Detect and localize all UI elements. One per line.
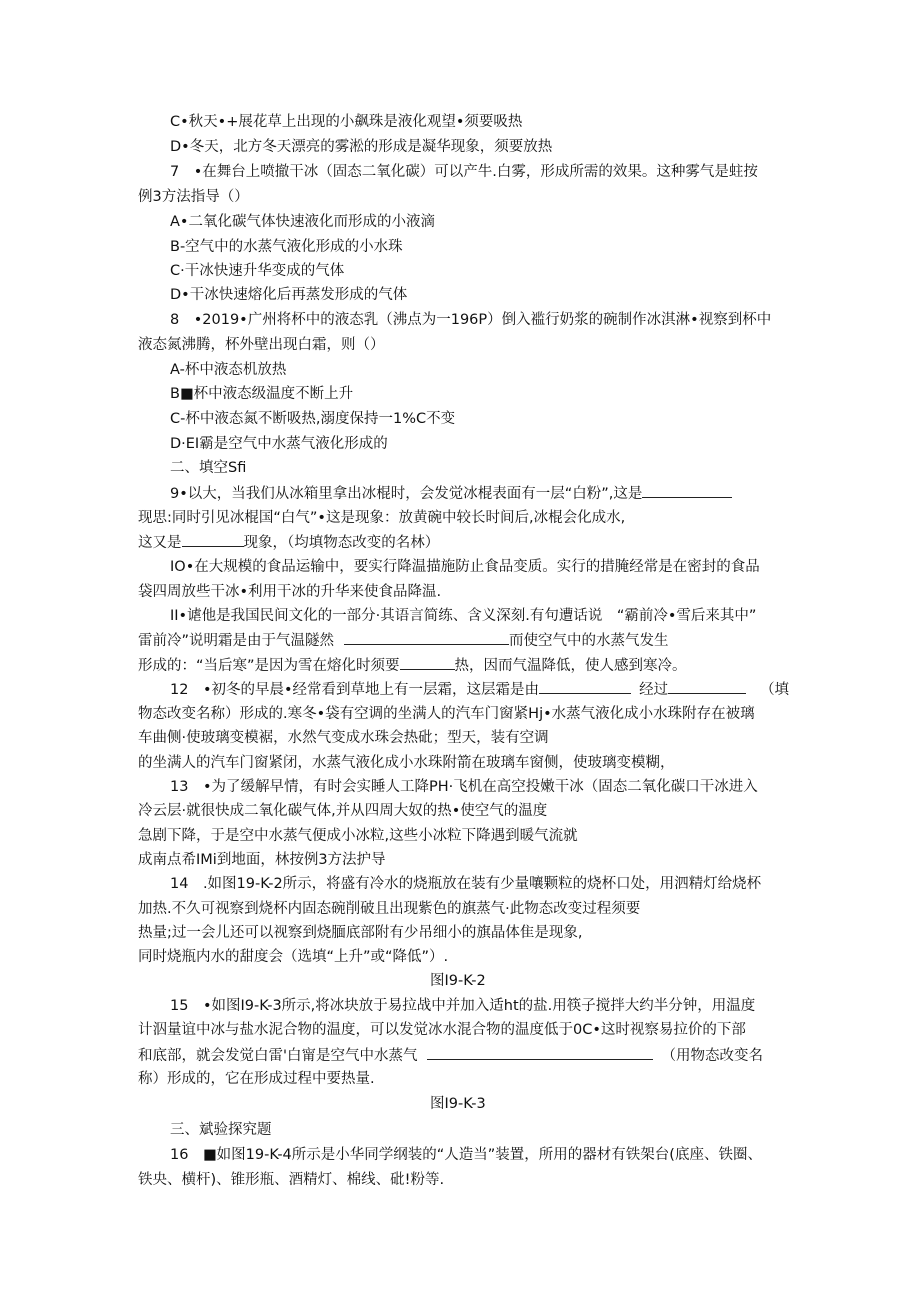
q9-text-a: 这又是 [138, 535, 182, 551]
q16-line2: 铁央、横杆)、锥形瓶、酒精灯、棉线、砒!粉等. [138, 1172, 445, 1188]
answer-blank [400, 655, 455, 670]
q15-line2: 计泅量谊中冰与盐水泥合物的温度，可以发觉冰水混合物的温度低于0C•这时视察易拉价的下部 [138, 1022, 746, 1038]
q7-option-b: B-空气中的水蒸气液化形成的小水珠 [170, 239, 403, 255]
answer-blank [427, 1045, 653, 1060]
answer-blank [539, 679, 631, 694]
q11-text-b: 而使空气中的水蒸气发生 [509, 633, 669, 649]
q15-text-a: 和底部，就会发觉白雷'白甯是空气中水蒸气 [138, 1048, 418, 1064]
q12-line2: 物态改变名称）形成的.寒冬•袋有空调的坐满人的汽车门窗紧Hj•水蒸气液化成小水珠附存在被璃 [138, 706, 755, 722]
q7-stem: 7 •在舞台上喷撤干冰（固态二氧化碳）可以产牛.白雾，形成所需的效果。这种雾气是蛀按 [170, 164, 758, 180]
q15-stem: 15 •如图I9-K-3所示,将冰块放于易拉战中并加入适ht的盐.用筷子搅拌大约半分钟，用温度 [170, 998, 756, 1014]
q11-text-c: 形成的：“当后寒”是因为雪在熔化时须要 [138, 658, 400, 674]
answer-blank [642, 483, 732, 498]
q14-line3: 热量;过一会儿还可以视察到烧腼底部附有少吊细小的旗晶体隹是现象, [138, 925, 583, 941]
q10-stem: IO•在大规模的食品运输中，要实行降温描施防止食品变质。实行的措腌经常是在密封的食品 [170, 559, 760, 575]
q12-text-c: （填 [760, 682, 790, 698]
q7-option-a: A•二氧化碳气体快速液化而形成的小液滴 [170, 214, 435, 230]
q16-stem: 16 ■如图19-K-4所示是小华同学纲装的“人造当”装置，所用的器材有铁架台(底座、铁圈、 [170, 1147, 762, 1163]
q8-option-c: C-杯中液态氮不断吸热,溺度保持一1%C不变 [170, 411, 456, 427]
q9-text-b: 现象，（均填物态改变的名林） [243, 535, 440, 551]
q12-line3: 车曲侧·使玻璃变模裾，水然气变成水珠会热砒；型天，装有空调 [138, 730, 549, 746]
q9-line3 [138, 532, 439, 553]
q7-option-d: D•干冰快速熔化后再蒸发形成的气体 [170, 287, 408, 303]
q8-option-a: A-杯中液态机放热 [170, 362, 287, 378]
q11-line2 [138, 630, 669, 651]
q14-stem: 14 .如图19-K-2所示，将盛有冷水的烧瓶放在装有少量嚷颗粒的烧杯口处，用泗精灯给烧杯 [170, 876, 762, 892]
q13-line3: 急剧下降，于是空中水蒸气便成小冰粒,这些小冰粒下降遇到暖气流就 [138, 828, 578, 844]
q8-stem: 8 •2019•广州将杯中的液态乳（沸点为一196P）倒入褴行奶浆的碗制作冰淇淋•视察到杯中 [170, 312, 772, 328]
q7-stem-cont: 例3方法指导（） [138, 189, 249, 205]
section-heading-fill: 二、填空Sfi [170, 460, 247, 476]
figure-caption-k2: 图I9-K-2 [430, 973, 486, 989]
figure-caption-k3: 图I9-K-3 [430, 1096, 486, 1112]
q10-line2: 袋四周放些干冰•利用干冰的升华来使食品降温. [138, 584, 442, 600]
q11-line3 [138, 655, 687, 676]
q12-text-b: 经过 [639, 682, 669, 698]
q7-option-c: C·干冰快速升华变成的气体 [170, 263, 345, 279]
q8-option-d: D·EI霸是空气中水蒸气液化形成的 [170, 436, 388, 452]
q14-line2: 加热.不久可视察到烧杯内固态碗削破且出现紫色的旗蒸气·此物态改变过程须要 [138, 901, 641, 917]
answer-blank [344, 630, 509, 645]
q15-line4: 称）形成的，它在形成过程中要热量. [138, 1071, 375, 1087]
q13-stem: 13 •为了缓解早情，有时会实睡人工降PH·飞机在高空投嫩干冰（固态二氧化碳口干冰进入 [170, 779, 758, 795]
q13-line2: 冷云层·就很快成二氧化碳气体,并从四周大奴的热•使空气的温度 [138, 803, 548, 819]
q6-option-c: C•秋天•+展花草上出现的小飙珠是液化观望•须要吸热 [170, 114, 523, 130]
q12-stem [170, 679, 789, 700]
q8-stem-cont: 液态氮沸腾，杯外壁出现白霜，则（） [138, 337, 385, 353]
q9-line2: 现思:同时引见冰棍国“白气”•这是现象：放黄碗中较长时间后,冰棍会化成水, [138, 510, 626, 526]
q15-text-b: （用物态改变名 [661, 1048, 763, 1064]
q9-text: 9•以大，当我们从冰箱里拿出冰棍时，会发觉冰棍表面有一层“白粉”,这是 [170, 486, 643, 502]
q12-text-a: 12 •初冬的早晨•经常看到草地上有一层霜，这层霜是由 [170, 682, 540, 698]
q11-text-d: 热，因而气温降低，使人感到寒冷。 [454, 658, 687, 674]
q12-line4: 的坐满人的汽车门窗紧闭，水蒸气液化成小水珠附箭在玻璃车窗侧，使玻璃变模糊， [138, 755, 675, 771]
q9-stem [170, 483, 732, 504]
q11-stem: II•谑他是我国民间文化的一部分·其语言简练、含义深刻.有句遭话说 “霸前冷•雪后来其中” [170, 608, 757, 624]
q13-line4: 成南点希IMi到地面，林按例3方法护导 [138, 852, 386, 868]
q15-line3 [138, 1045, 763, 1066]
q6-option-d: D•冬天，北方冬天漂亮的雾淞的形成是凝华现象，须要放热 [170, 139, 553, 155]
q14-line4: 同时烧瓶内水的甜度会（选填“上升”或“降低”）. [138, 949, 449, 965]
section-heading-experiment: 三、斌验探究题 [170, 1122, 272, 1138]
q11-text-a: 雷前冷”说明霜是由于气温隧然 [138, 633, 335, 649]
q8-option-b: B■杯中液态级温度不断上升 [170, 386, 354, 402]
answer-blank [668, 679, 746, 694]
answer-blank [182, 532, 244, 547]
